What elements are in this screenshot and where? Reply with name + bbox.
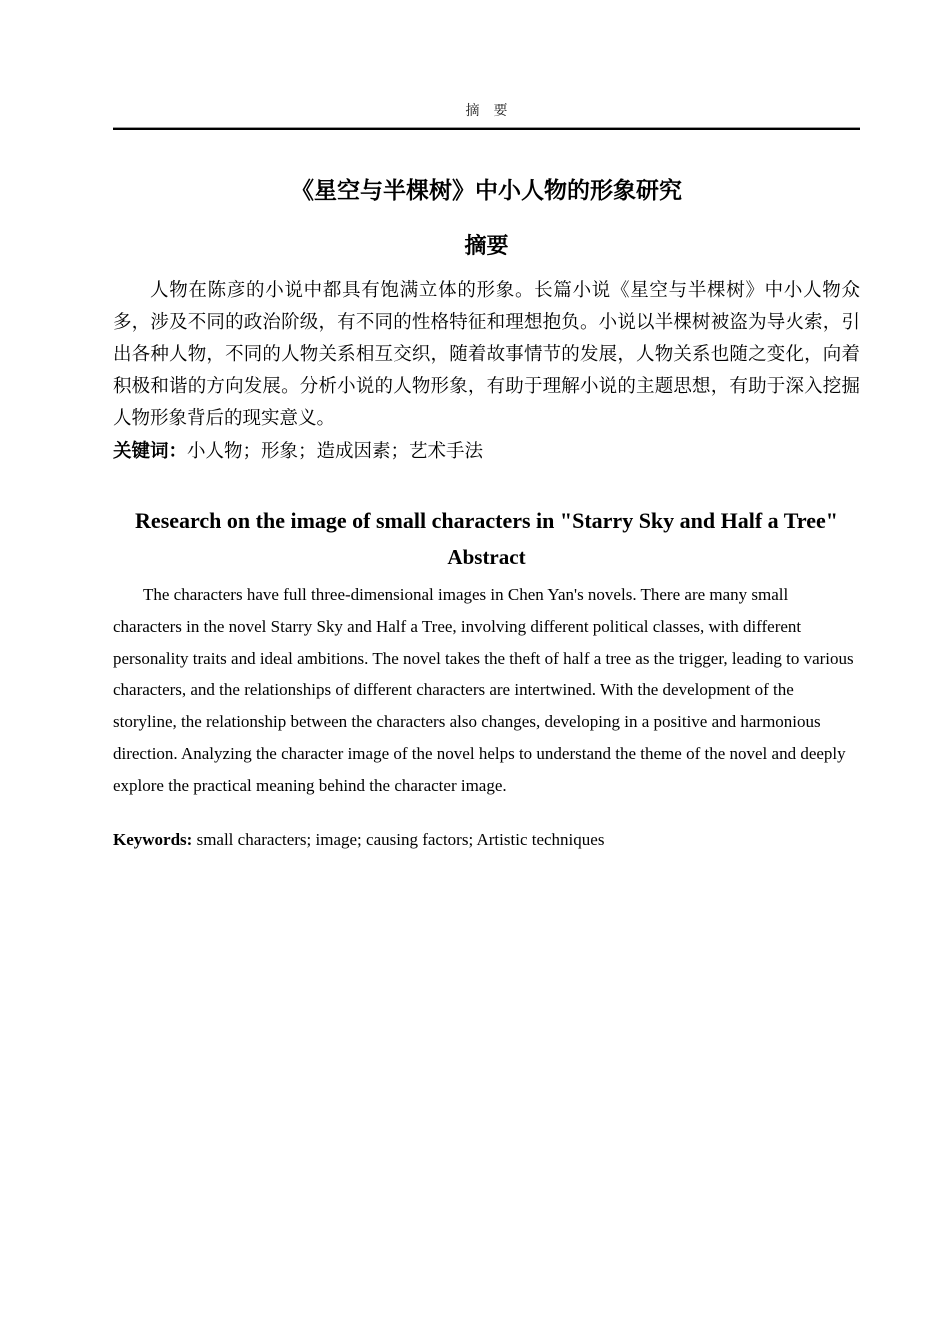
english-keywords-label: Keywords: xyxy=(113,829,193,849)
running-head: 摘 要 xyxy=(465,104,508,119)
page-content xyxy=(113,0,860,852)
chinese-abstract-paragraph: 人物在陈彦的小说中都具有饱满立体的形象。长篇小说《星空与半棵树》中小人物众多，涉及不同的政治阶级，有不同的性格特征和理想抱负。小说以半棵树被盗为导火索，引出各种人物，不同的人物关系相互交织，随着故事情节的发展，人物关系也随之变化，向着积极和谐的方向发展。分析小说的人物形象，有助于理解小说的主题思想，有助于深入挖掘人物形象背后的现实意义。 xyxy=(113,281,860,429)
chinese-keywords-line xyxy=(113,435,860,468)
english-abstract-heading: Abstract xyxy=(447,545,526,569)
english-title: Research on the image of small characters in "Starry Sky and Half a Tree" xyxy=(135,508,838,533)
english-keywords-line xyxy=(113,828,860,852)
english-abstract-paragraph: The characters have full three-dimensional images in Chen Yan's novels. There are many small characters in the novel Starry Sky and Half a Tree, involving different political classes, with different personality traits and ideal ambitions. The novel takes the theft of half a tree as the trigger, leading to various characters, and the relationships of different characters are intertwined. With the development of the storyline, the relationship between the characters also changes, developing in a positive and harmonious direction. Analyzing the character image of the novel helps to understand the theme of the novel and deeply explore the practical meaning behind the character image. xyxy=(113,585,854,795)
chinese-abstract-heading: 摘要 xyxy=(464,233,509,258)
english-keywords-text: small characters; image; causing factors; Artistic techniques xyxy=(192,829,605,849)
header-rule xyxy=(113,127,860,130)
chinese-keywords-text: 小人物；形象；造成因素；艺术手法 xyxy=(187,442,484,462)
chinese-title: 《星空与半棵树》中小人物的形象研究 xyxy=(291,177,682,203)
chinese-keywords-label: 关键词： xyxy=(113,440,188,461)
